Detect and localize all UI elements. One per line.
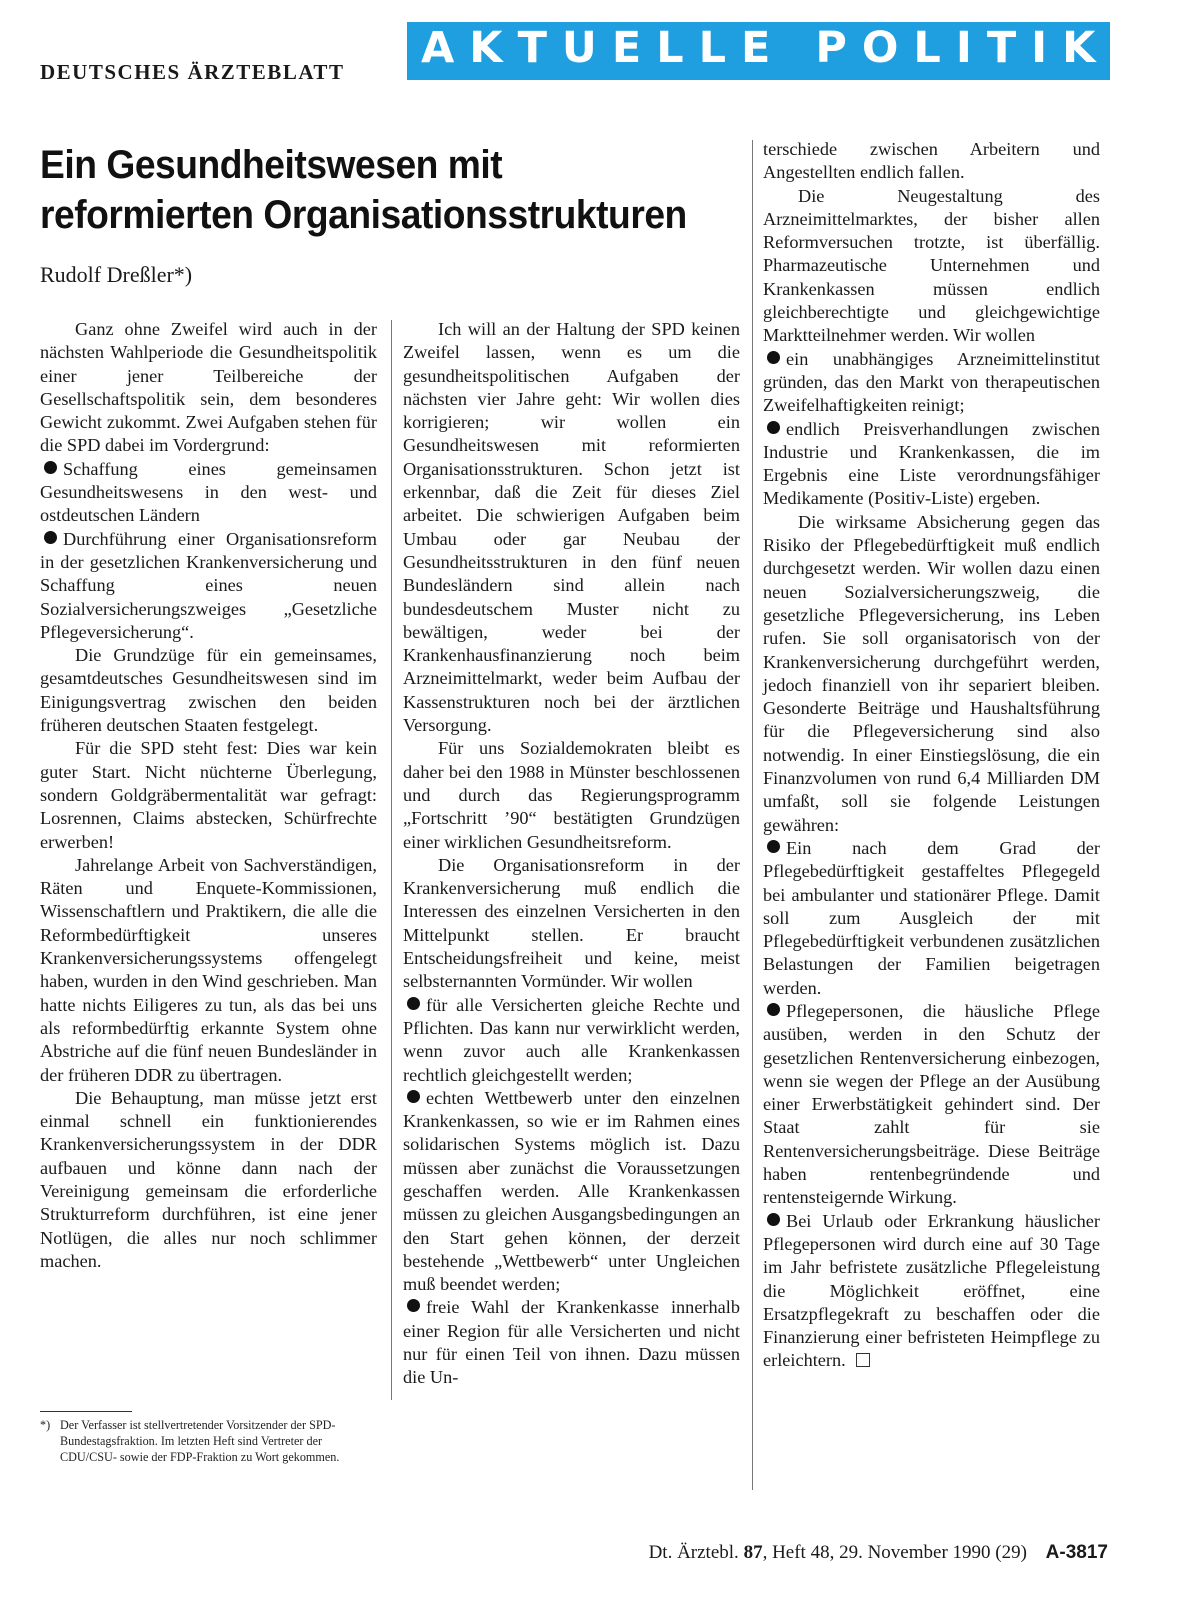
bullet-icon	[767, 1003, 780, 1016]
bullet-item: echten Wettbewerb unter den einzelnen Krankenkassen, so wie er im Rahmen eines solidarischen Systems möglich ist. Dazu müssen aber zunächst die Voraussetzungen geschaffen werden. Alle Krankenkassen müssen zu gleichen Ausgangsbedingungen an den Start gehen können, der derzeit bestehende „Wettbewerb“ unter Ungleichen muß beendet werden;	[403, 1087, 740, 1295]
bullet-item: Durchführung einer Organisationsreform in der gesetzlichen Krankenversicherung und Schaffung eines neuen Sozialversicherungszweiges „Gesetzliche Pflegeversicherung“.	[40, 528, 377, 642]
column-divider	[752, 140, 753, 1490]
column-divider	[391, 320, 392, 1400]
bullet-item: endlich Preisverhandlungen zwischen Industrie und Krankenkassen, die im Ergebnis eine Liste verordnungsfähiger Medikamente (Positiv-Liste) ergeben.	[763, 418, 1100, 509]
bullet-item: ein unabhängiges Arzneimittelinstitut gründen, das den Markt von therapeutischen Zweifelhaftigkeiten reinigt;	[763, 348, 1100, 416]
paragraph: Die Behauptung, man müsse jetzt erst einmal schnell ein funktionierendes Krankenversicherungssystem in der DDR aufbauen und könne dann nach der Vereinigung gemeinsam die erforderliche Strukturreform durchführen, ist eine jener Notlügen, die alles nur noch schlimmer machen.	[40, 1087, 377, 1271]
footnote-text: Der Verfasser ist stellvertretender Vorsitzender der SPD-Bundestagsfraktion. Im letzten Heft sind Vertreter der CDU/CSU- sowie der FDP-Fraktion zu Wort gekommen.	[60, 1418, 340, 1464]
section-banner: AKTUELLE POLITIK	[407, 22, 1110, 80]
end-of-article-icon	[856, 1353, 870, 1367]
paragraph: Ich will an der Haltung der SPD keinen Zweifel lassen, wenn es um die gesundheitspolitischen Aufgaben der nächsten vier Jahre geht: Wir wollen dies korrigieren; wir wollen ein Gesundheitswesen mit reformierten Organisationsstrukturen. Schon jetzt ist erkennbar, daß die Zeit für dieses Ziel arbeitet. Die schwierigen Aufgaben beim Umbau oder gar Neubau der Gesundheitsstrukturen in den fünf neuen Bundesländern sind allein nach bundesdeutschem Muster nicht zu bewältigen, weder bei der Krankenhausfinanzierung noch beim Arzneimittelmarkt, weder beim Aufbau der Kassenstrukturen noch bei der ärztlichen Versorgung.	[403, 319, 740, 736]
bullet-item: Pflegepersonen, die häusliche Pflege ausüben, werden in den Schutz der gesetzlichen Rentenversicherung einbezogen, wenn sie wegen der Pflege an der Ausübung einer Erwerbstätigkeit gehindert sind. Der Staat zahlt für sie Rentenversicherungsbeiträge. Diese Beiträge haben rentenbegründende und rentensteigernde Wirkung.	[763, 1000, 1100, 1208]
bullet-icon	[44, 531, 57, 544]
bullet-item: Schaffung eines gemeinsamen Gesundheitswesens in den west- und ostdeutschen Ländern	[40, 458, 377, 526]
page-footer	[649, 1542, 1108, 1564]
paragraph: Die Grundzüge für ein gemeinsames, gesamtdeutsches Gesundheitswesen sind im Einigungsvertrag zwischen den beiden früheren deutschen Staaten festgelegt.	[40, 645, 377, 736]
bullet-item: für alle Versicherten gleiche Rechte und Pflichten. Das kann nur verwirklicht werden, wenn zuvor auch alle Krankenkassen rechtlich gleichgestellt werden;	[403, 994, 740, 1085]
page-number: A-3817	[1045, 1542, 1108, 1563]
footer-journal: Dt. Ärztebl.	[648, 1542, 739, 1563]
article-title: Ein Gesundheitswesen mit reformierten Organisationsstrukturen	[40, 143, 687, 237]
paragraph: Für uns Sozialdemokraten bleibt es daher bei den 1988 in Münster beschlossenen und durch das Regierungsprogramm „Fortschritt ’90“ bestätigten Grundzügen einer wirklichen Gesundheitsreform.	[403, 738, 740, 852]
paragraph: Für die SPD steht fest: Dies war kein guter Start. Nicht nüchterne Überlegung, sondern Goldgräbermentalität war gefragt: Losrennen, Claims abstecken, Schürfrechte erwerben!	[40, 738, 377, 852]
body-column-1	[40, 318, 377, 1273]
footnote-mark: *)	[40, 1418, 51, 1432]
bullet-item: Ein nach dem Grad der Pflegebedürftigkeit gestaffeltes Pflegegeld bei ambulanter und stationärer Pflege. Damit soll zum Ausgleich der mit Pflegebedürftigkeit verbundenen zusätzlichen Belastungen der Familien beigetragen werden.	[763, 837, 1100, 998]
bullet-icon	[44, 461, 57, 474]
bullet-item: freie Wahl der Krankenkasse innerhalb einer Region für alle Versicherten und nicht nur für einen Teil von ihnen. Dazu müssen die Un-	[403, 1297, 740, 1388]
body-column-2	[403, 318, 740, 1390]
paragraph: Jahrelange Arbeit von Sachverständigen, Räten und Enquete-Kommissionen, Wissenschaftlern und Praktikern, die alle die Reformbedürftigkeit unseres Krankenversicherungssystems offengelegt haben, wurden in den Wind geschrieben. Man hatte nichts Eiligeres zu tun, als das bei uns als reformbedürftig erkannte System ohne Abstriche auf die fünf neuen Bundesländer in der früheren DDR zu übertragen.	[40, 854, 377, 1085]
paragraph: Die wirksame Absicherung gegen das Risiko der Pflegebedürftigkeit muß endlich durchgesetzt werden. Wir wollen dazu einen neuen Sozialversicherungszweig, die gesetzliche Pflegeversicherung, ins Leben rufen. Sie soll organisatorisch von der Krankenversicherung durchgeführt werden, jedoch finanziell von ihr separiert bleiben. Gesonderte Beiträge und Haushaltsführung für die Pflegeversicherung sind also notwendig. In einer Einstiegslösung, die ein Finanzvolumen von rund 6,4 Milliarden DM umfaßt, soll sie folgende Leistungen gewähren:	[763, 511, 1100, 835]
paragraph: Die Neugestaltung des Arzneimittelmarktes, der bisher allen Reformversuchen trotzte, ist überfällig. Pharmazeutische Unternehmen und Krankenkassen müssen endlich gleichberechtigte und gleichgewichtige Marktteilnehmer werden. Wir wollen	[763, 185, 1100, 346]
paragraph: Ganz ohne Zweifel wird auch in der nächsten Wahlperiode die Gesundheitspolitik einer jener Teilbereiche der Gesellschaftspolitik sein, dem besonderes Gewicht zukommt. Zwei Aufgaben stehen für die SPD dabei im Vordergrund:	[40, 319, 377, 456]
footnote	[40, 1417, 378, 1465]
bullet-item: Bei Urlaub oder Erkrankung häuslicher Pflegepersonen wird durch eine auf 30 Tage im Jahr befristete zusätzliche Pflegeleistung die Möglichkeit eröffnet, eine Ersatzpflegekraft zu beschaffen oder die Finanzierung einer befristeten Heimpflege zu erleichtern.	[763, 1210, 1100, 1371]
footnote-divider	[40, 1411, 132, 1412]
article-author: Rudolf Dreßler*)	[40, 262, 193, 287]
paragraph: terschiede zwischen Arbeitern und Angestellten endlich fallen.	[763, 139, 1100, 183]
body-column-3	[763, 138, 1100, 1373]
bullet-icon	[407, 1299, 420, 1312]
bullet-icon	[767, 840, 780, 853]
journal-name: DEUTSCHES ÄRZTEBLATT	[40, 60, 345, 84]
bullet-icon	[407, 997, 420, 1010]
paragraph: Die Organisationsreform in der Krankenversicherung muß endlich die Interessen des einzelnen Versicherten in den Mittelpunkt stellen. Er braucht Entscheidungsfreiheit und keine, meist selbsternannten Vormünder. Wir wollen	[403, 854, 740, 992]
bullet-icon	[767, 351, 780, 364]
footer-issue-date: , Heft 48, 29. November 1990 (29)	[762, 1542, 1027, 1563]
footer-volume: 87	[743, 1542, 763, 1563]
bullet-icon	[407, 1090, 420, 1103]
bullet-icon	[767, 1213, 780, 1226]
bullet-icon	[767, 421, 780, 434]
